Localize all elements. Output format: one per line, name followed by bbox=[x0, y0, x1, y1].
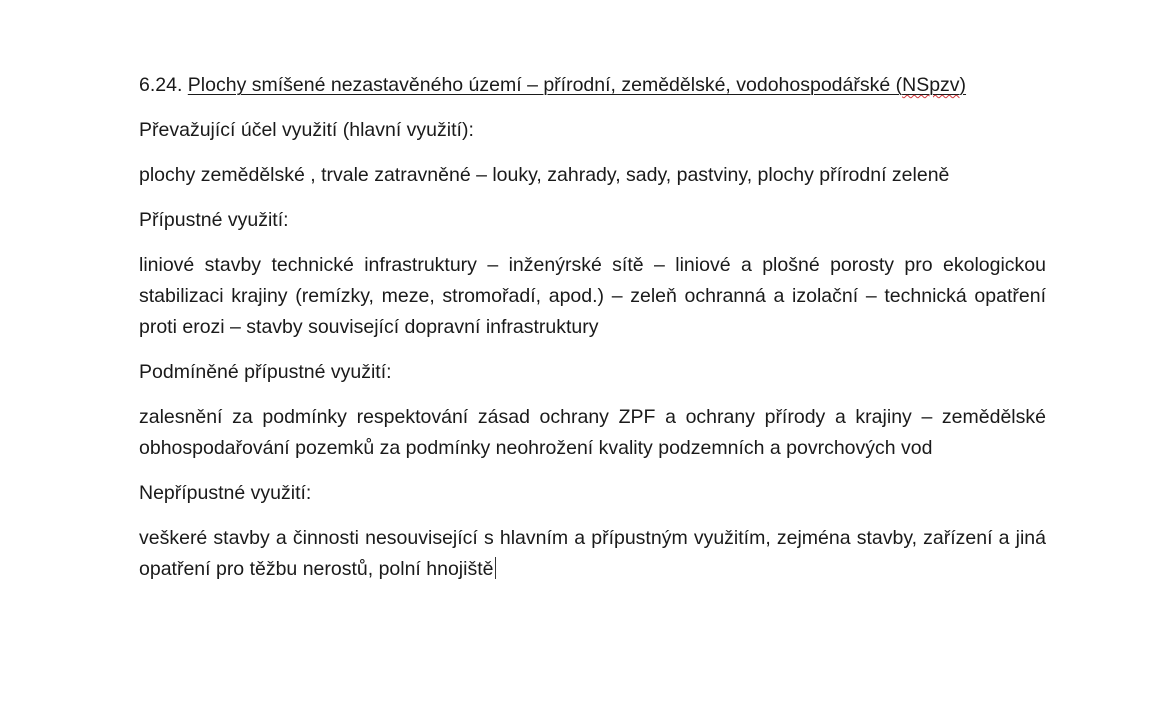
text-cursor bbox=[495, 557, 496, 579]
document-body[interactable] bbox=[139, 70, 1046, 585]
prohibited-use-heading: Nepřípustné využití: bbox=[139, 482, 312, 504]
prohibited-use-text: veškeré stavby a činnosti nesouvisející s hlavním a přípustným využitím, zejména stavby, zařízení a jiná opatření pro těžbu nerostů, polní hnojiště bbox=[139, 527, 1046, 580]
permitted-use-heading: Přípustné využití: bbox=[139, 209, 289, 231]
main-use-heading: Převažující účel využití (hlavní využití): bbox=[139, 119, 474, 141]
main-use-text: plochy zemědělské , trvale zatravněné – louky, zahrady, sady, pastviny, plochy přírodní zeleně bbox=[139, 164, 950, 186]
conditional-use-text: zalesnění za podmínky respektování zásad ochrany ZPF a ochrany přírody a krajiny – zemědělské obhospodařování pozemků za podmínky neohrožení kvality podzemních a povrchových vod bbox=[139, 406, 1046, 459]
spellcheck-flagged-word[interactable]: NSpzv bbox=[902, 74, 960, 96]
section-title: Plochy smíšené nezastavěného území – přírodní, zemědělské, vodohospodářské (NSpzv) bbox=[187, 74, 967, 96]
permitted-use-text: liniové stavby technické infrastruktury – inženýrské sítě – liniové a plošné porosty pro ekologickou stabilizaci krajiny (remízky, meze, stromořadí, apod.) – zeleň ochranná a izolační – technická opatření proti erozi – stavby související dopravní infrastruktury bbox=[139, 254, 1046, 338]
section-heading bbox=[139, 70, 1046, 101]
conditional-use-heading: Podmíněné přípustné využití: bbox=[139, 361, 392, 383]
section-number: 6.24. bbox=[139, 74, 183, 96]
